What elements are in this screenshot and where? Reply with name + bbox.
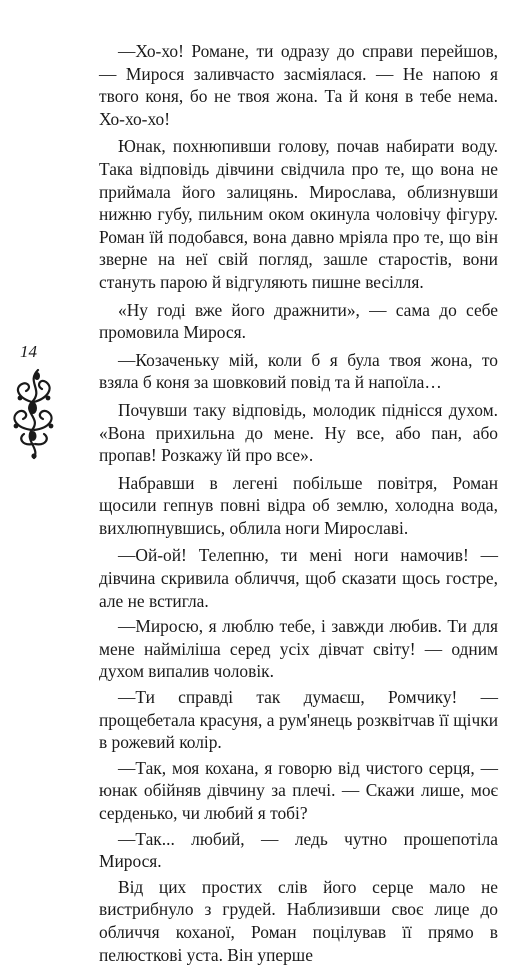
paragraph: —Ой-ой! Телепню, ти мені ноги намочив! — дівчина скривила обличчя, щоб сказати щось гостре, але не встигла. bbox=[99, 545, 498, 611]
page-number: 14 bbox=[20, 342, 37, 361]
text-column bbox=[99, 40, 498, 969]
paragraph: Набравши в легені побільше повітря, Роман щосили гепнув повні відра об землю, холодна вода, вихлюпнувшись, облила ноги Мирославі. bbox=[99, 472, 498, 538]
paragraph: «Ну годі вже його дражнити», — сама до себе промовила Мирося. bbox=[99, 299, 498, 343]
paragraph: —Ти справді так думаєш, Ромчику! — прощебетала красуня, а рум'янець розквітчав її щічки в рожевий колір. bbox=[99, 687, 498, 753]
paragraph: Почувши таку відповідь, молодик піднісся духом. «Вона прихильна до мене. Ну все, або пан, або пропав! Розкажу їй про все». bbox=[99, 399, 498, 466]
paragraph: Від цих простих слів його серце мало не вистрибнуло з грудей. Наблизивши своє лице до обличчя коханої, Роман поцілував її прямо в пелюсткові уста. Він уперше bbox=[99, 876, 498, 965]
paragraph: —Хо-хо! Романе, ти одразу до справи перейшов, — Мирося заливчасто засміялася. — Не напою я твого коня, бо не твоя жона. Та й коня в тебе нема. Хо-хо-хо! bbox=[99, 41, 498, 129]
paragraph: —Козаченьку мій, коли б я була твоя жона, то взяла б коня за шовковий повід та й напоїла… bbox=[99, 349, 498, 393]
paragraph: —Миросю, я люблю тебе, і завжди любив. Ти для мене найміліша серед усіх дівчат світу! — одним духом випалив чоловік. bbox=[99, 616, 498, 682]
paragraph: —Так... любий, — ледь чутно прошепотіла Мирося. bbox=[99, 828, 498, 872]
paragraph: Юнак, похнюпивши голову, почав набирати воду. Така відповідь дівчини свідчила про те, що вона не приймала його залицянь. Мирослава, облизнувши нижню губу, пильним оком окинула чоловічу фігуру. Роман їй подобався, вона давно мріяла про те, що він зверне на неї свій погляд, зашле старостів, вони стануть парою й відгуляють пишне весілля. bbox=[99, 136, 498, 292]
paragraph: —Так, моя кохана, я говорю від чистого серця, — юнак обійняв дівчину за плечі. — Скажи лише, моє серденько, чи любий я тобі? bbox=[99, 757, 498, 823]
floral-ornament-icon bbox=[8, 368, 58, 460]
